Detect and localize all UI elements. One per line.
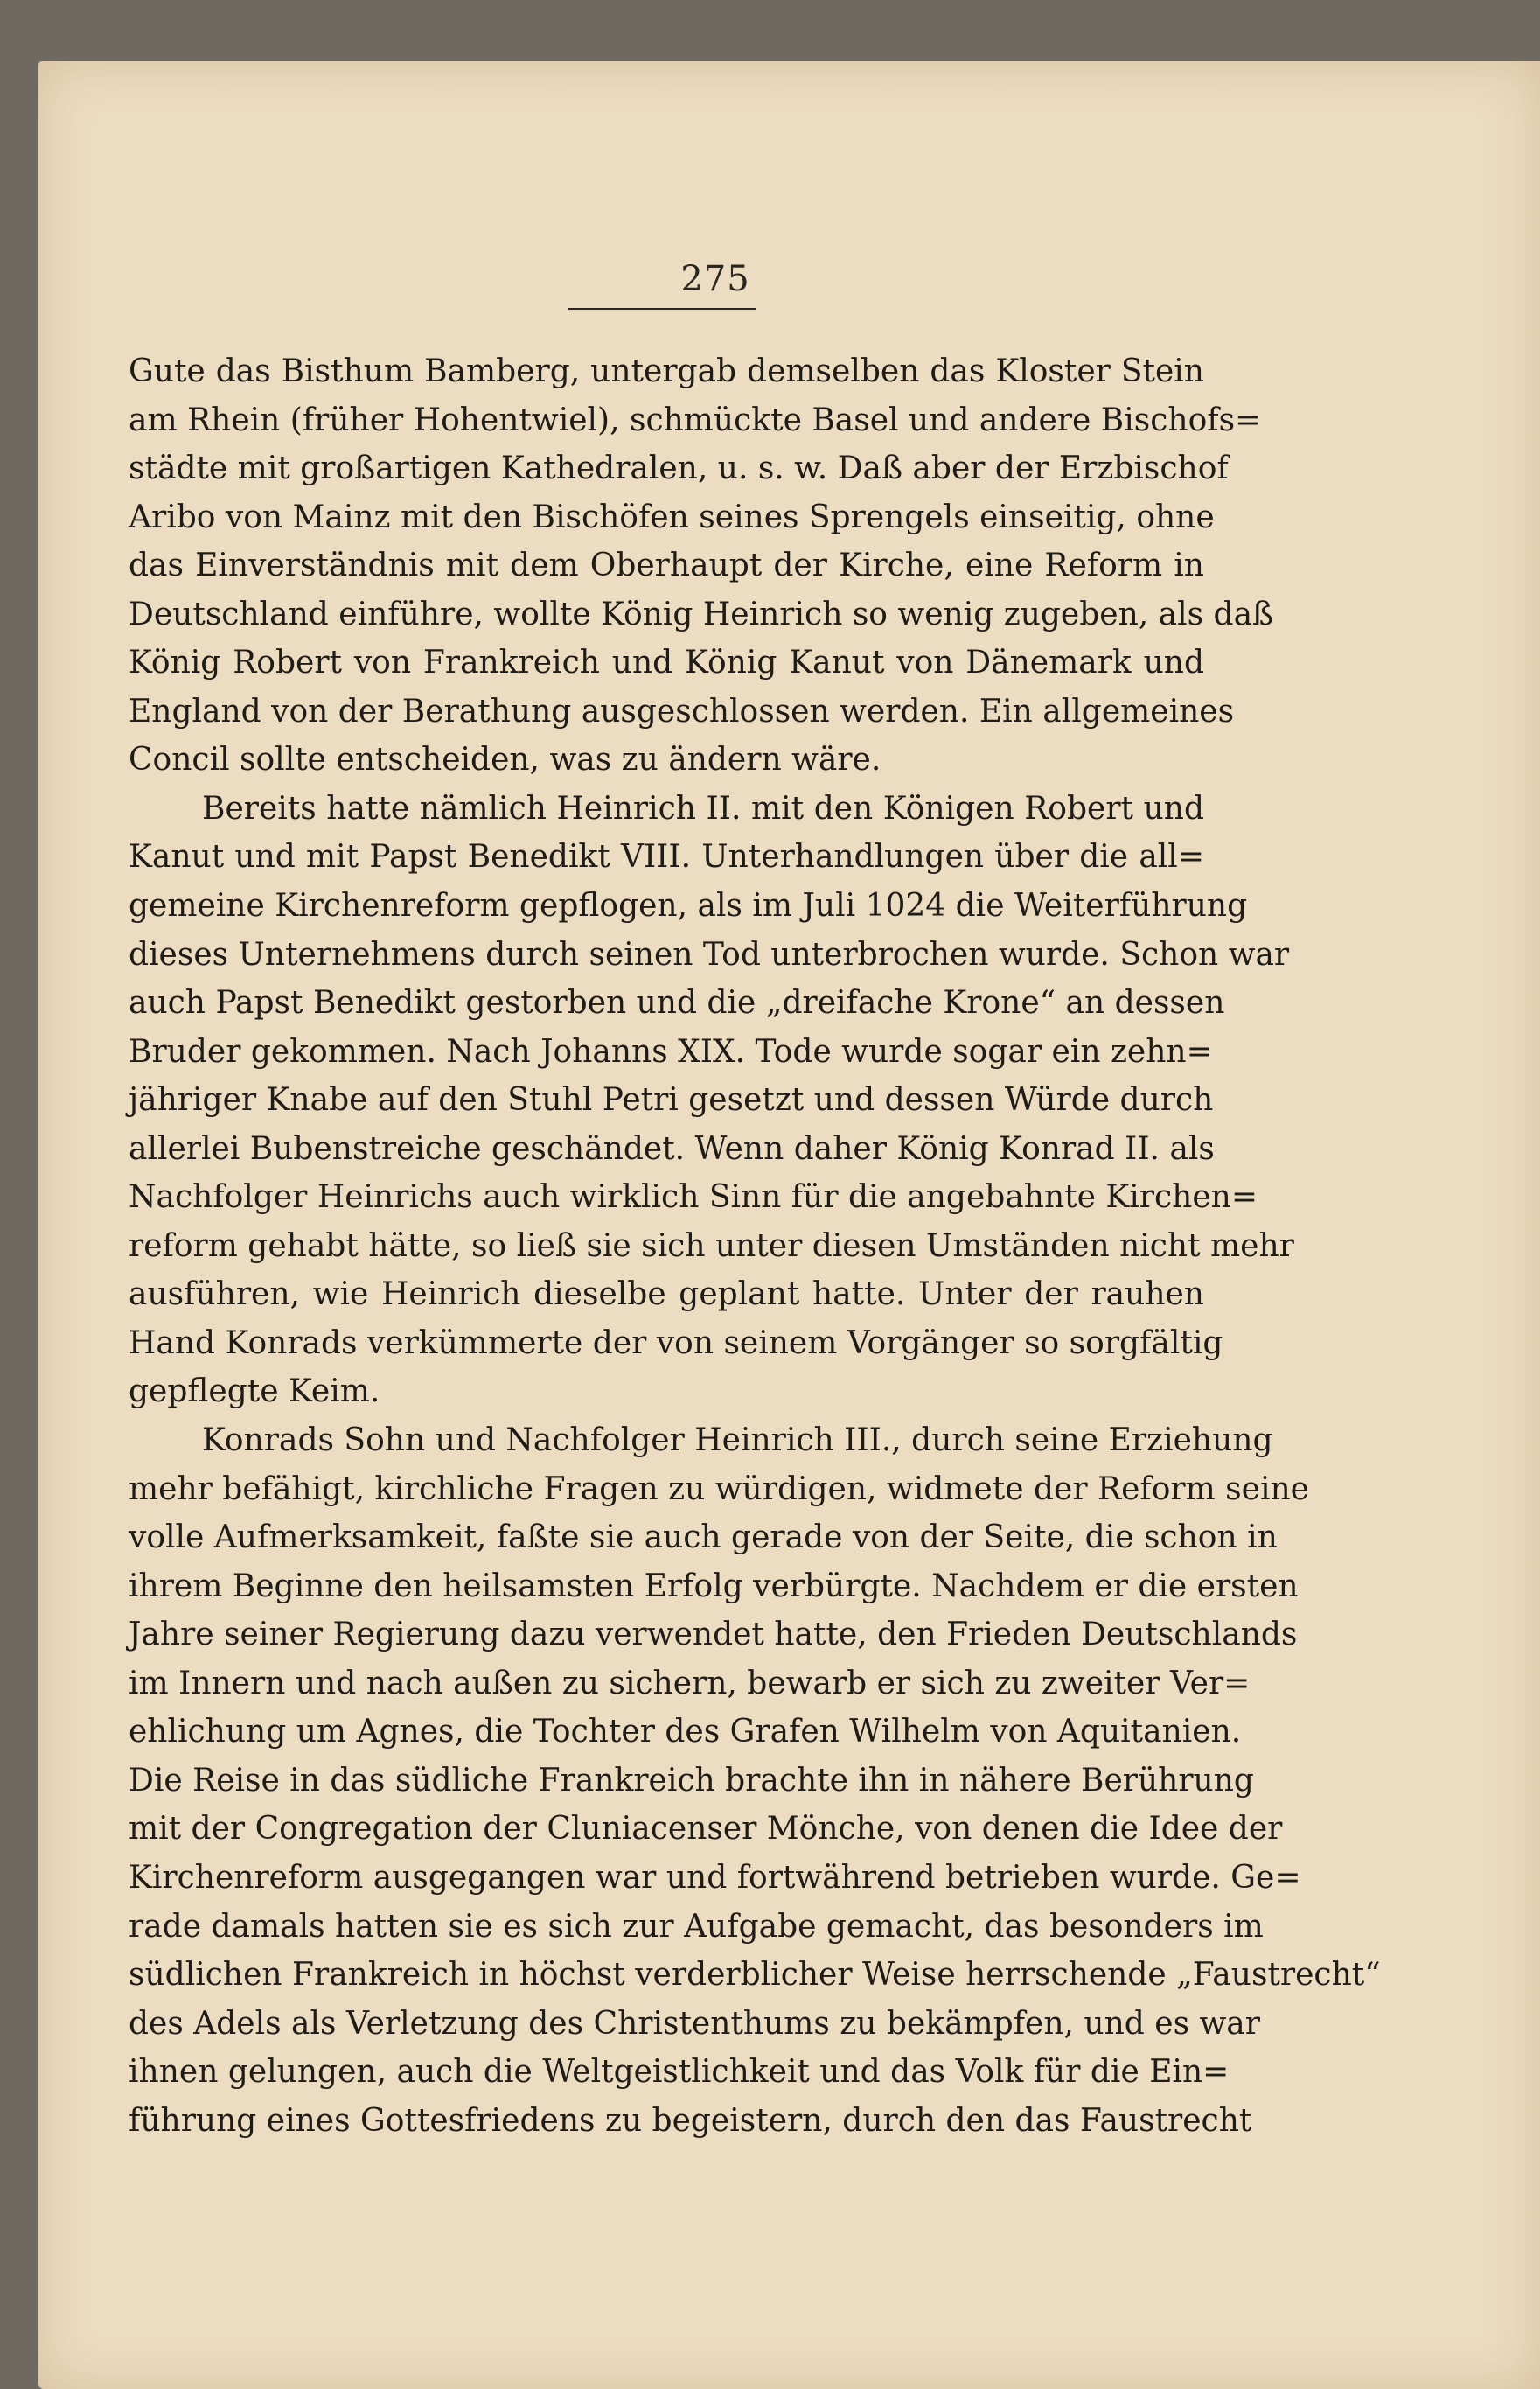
- text-line: des Adels als Verletzung des Christenthums zu bekämpfen, und es war: [129, 2005, 1260, 2042]
- text-line: rade damals hatten sie es sich zur Aufgabe gemacht, das besonders im: [129, 1908, 1264, 1945]
- text-line: gepflegte Keim.: [129, 1373, 380, 1410]
- text-line: Bruder gekommen. Nach Johanns XIX. Tode wurde sogar ein zehn=: [129, 1033, 1213, 1070]
- page-body-text: [129, 347, 1381, 2145]
- text-line: ehlichung um Agnes, die Tochter des Grafen Wilhelm von Aquitanien.: [129, 1714, 1242, 1750]
- text-line: Hand Konrads verkümmerte der von seinem Vorgänger so sorgfältig: [129, 1324, 1223, 1361]
- paragraph: [129, 1416, 1381, 2145]
- text-line: städte mit großartigen Kathedralen, u. s. w. Daß aber der Erzbischof: [129, 451, 1229, 487]
- text-line: Bereits hatte nämlich Heinrich II. mit den Königen Robert und: [202, 790, 1204, 827]
- text-line: Concil sollte entscheiden, was zu ändern wäre.: [129, 742, 881, 779]
- text-line: ausführen, wie Heinrich dieselbe geplant hatte. Unter der rauhen: [129, 1276, 1204, 1313]
- text-line: jähriger Knabe auf den Stuhl Petri gesetzt und dessen Würde durch: [129, 1082, 1214, 1119]
- text-line: gemeine Kirchenreform gepflogen, als im Juli 1024 die Weiterführung: [129, 888, 1248, 925]
- text-line: Kanut und mit Papst Benedikt VIII. Unterhandlungen über die all=: [129, 839, 1204, 876]
- text-line: Kirchenreform ausgegangen war und fortwährend betrieben wurde. Ge=: [129, 1859, 1301, 1896]
- text-line: das Einverständnis mit dem Oberhaupt der Kirche, eine Reform in: [129, 548, 1204, 584]
- text-line: volle Aufmerksamkeit, faßte sie auch gerade von der Seite, die schon in: [129, 1519, 1278, 1556]
- text-line: Die Reise in das südliche Frankreich brachte ihn in nähere Berührung: [129, 1762, 1254, 1799]
- text-line: Deutschland einführe, wollte König Heinrich so wenig zugeben, als daß: [129, 596, 1274, 632]
- text-line: ihnen gelungen, auch die Weltgeistlichkeit und das Volk für die Ein=: [129, 2054, 1230, 2091]
- text-line: Nachfolger Heinrichs auch wirklich Sinn für die angebahnte Kirchen=: [129, 1179, 1258, 1216]
- text-line: führung eines Gottesfriedens zu begeistern, durch den das Faustrecht: [129, 2102, 1252, 2139]
- book-page: [38, 61, 1540, 2389]
- text-line: mit der Congregation der Cluniacenser Mönche, von denen die Idee der: [129, 1811, 1283, 1848]
- text-line: Aribo von Mainz mit den Bischöfen seines Sprengels einseitig, ohne: [129, 499, 1215, 535]
- text-line: auch Papst Benedikt gestorben und die „dreifache Krone“ an dessen: [129, 985, 1225, 1022]
- text-line: reform gehabt hätte, so ließ sie sich unter diesen Umständen nicht mehr: [129, 1227, 1294, 1264]
- text-line: dieses Unternehmens durch seinen Tod unterbrochen wurde. Schon war: [129, 936, 1290, 973]
- text-line: südlichen Frankreich in höchst verderblicher Weise herrschende „Faustrecht“: [129, 1957, 1381, 1994]
- text-line: am Rhein (früher Hohentwiel), schmückte Basel und andere Bischofs=: [129, 402, 1262, 438]
- text-line: König Robert von Frankreich und König Kanut von Dänemark und: [129, 645, 1204, 681]
- paragraph: [129, 347, 1274, 785]
- text-line: Jahre seiner Regierung dazu verwendet hatte, den Frieden Deutschlands: [129, 1617, 1298, 1653]
- paragraph: [129, 785, 1294, 1416]
- text-line: ihrem Beginne den heilsamsten Erfolg verbürgte. Nachdem er die ersten: [129, 1568, 1299, 1604]
- page-number: 275: [680, 259, 750, 299]
- text-line: allerlei Bubenstreiche geschändet. Wenn daher König Konrad II. als: [129, 1130, 1215, 1167]
- header-rule: [568, 308, 756, 310]
- text-line: Gute das Bisthum Bamberg, untergab demselben das Kloster Stein: [129, 353, 1204, 389]
- text-line: im Innern und nach außen zu sichern, bewarb er sich zu zweiter Ver=: [129, 1665, 1251, 1701]
- text-line: England von der Berathung ausgeschlossen werden. Ein allgemeines: [129, 693, 1235, 730]
- text-line: Konrads Sohn und Nachfolger Heinrich III., durch seine Erziehung: [202, 1422, 1273, 1459]
- text-line: mehr befähigt, kirchliche Fragen zu würdigen, widmete der Reform seine: [129, 1470, 1309, 1507]
